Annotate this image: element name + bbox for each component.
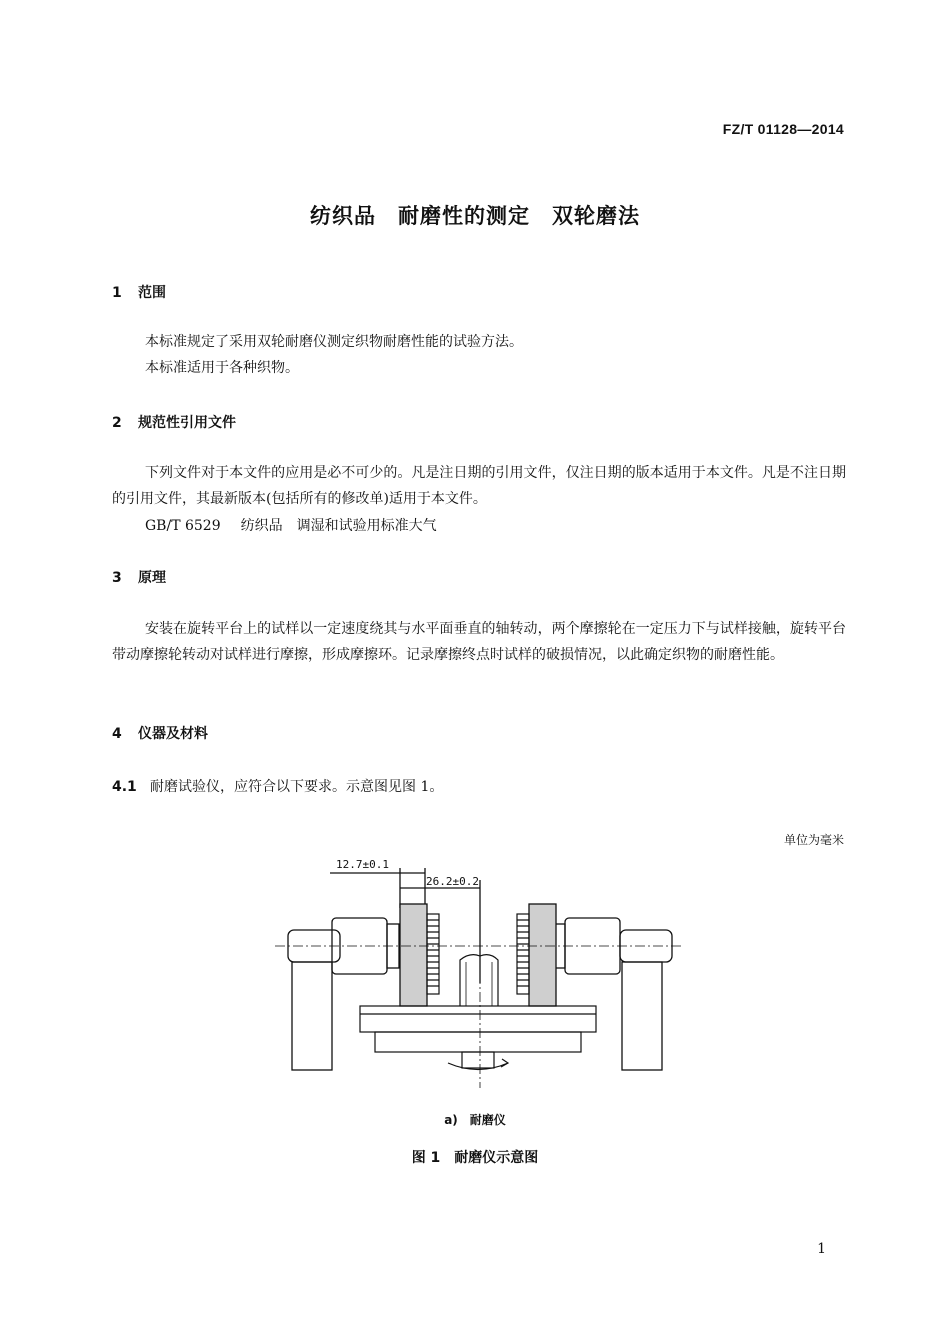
section-number: 1 — [112, 285, 122, 301]
page-number: 1 — [817, 1241, 826, 1257]
section-number: 2 — [112, 415, 122, 431]
right-flange-ribs — [517, 920, 529, 986]
reference-entry — [145, 515, 437, 535]
turntable-base — [375, 1032, 581, 1052]
right-abrasive-wheel — [529, 904, 556, 1006]
dimension-label-2: 26.2±0.2 — [426, 875, 479, 888]
section-2-heading — [112, 412, 236, 432]
subsection-text: 耐磨试验仪，应符合以下要求。示意图见图 1。 — [150, 779, 444, 795]
section-title: 原理 — [138, 570, 166, 586]
section-title: 范围 — [138, 285, 166, 301]
document-title: 纺织品 耐磨性的测定 双轮磨法 — [310, 204, 640, 228]
left-flange-ribs — [427, 920, 439, 986]
section-title: 仪器及材料 — [138, 726, 208, 742]
section-1-paragraph-1: 本标准规定了采用双轮耐磨仪测定织物耐磨性能的试验方法。 — [145, 334, 523, 350]
right-hub — [565, 918, 620, 974]
dimension-label-1: 12.7±0.1 — [336, 858, 389, 871]
subsection-4-1 — [112, 776, 443, 796]
section-4-heading — [112, 723, 208, 743]
turntable — [360, 1006, 596, 1032]
reference-title: 纺织品 调湿和试验用标准大气 — [240, 518, 437, 534]
right-support — [622, 962, 662, 1070]
section-1-heading — [112, 282, 166, 302]
subsection-number: 4.1 — [112, 779, 137, 795]
left-support — [292, 962, 332, 1070]
figure-sub-caption: a) 耐磨仪 — [444, 1113, 506, 1127]
reference-code: GB/T 6529 — [145, 518, 221, 534]
section-number: 3 — [112, 570, 122, 586]
right-arm-end — [620, 930, 672, 962]
left-abrasive-wheel — [400, 904, 427, 1006]
section-3-paragraph: 安装在旋转平台上的试样以一定速度绕其与水平面垂直的轴转动，两个摩擦轮在一定压力下与试样接触，旋转平台带动摩擦轮转动对试样进行摩擦，形成摩擦环。记录摩擦终点时试样的破损情况，以此确定织物的耐磨性能。 — [112, 621, 846, 663]
abrasion-tester-diagram — [270, 848, 690, 1108]
section-title: 规范性引用文件 — [138, 415, 236, 431]
section-2-paragraph: 下列文件对于本文件的应用是必不可少的。凡是注日期的引用文件，仅注日期的版本适用于本文件。凡是不注日期的引用文件，其最新版本(包括所有的修改单)适用于本文件。 — [112, 465, 846, 507]
section-number: 4 — [112, 726, 122, 742]
standard-code: FZ/T 01128—2014 — [722, 121, 844, 137]
units-note: 单位为毫米 — [783, 833, 844, 847]
rotation-arrow-head — [501, 1059, 508, 1067]
section-3-heading — [112, 567, 166, 587]
section-1-paragraph-2: 本标准适用于各种织物。 — [145, 360, 299, 376]
drive-shaft — [462, 1052, 494, 1068]
figure-caption: 图 1 耐磨仪示意图 — [411, 1150, 539, 1166]
